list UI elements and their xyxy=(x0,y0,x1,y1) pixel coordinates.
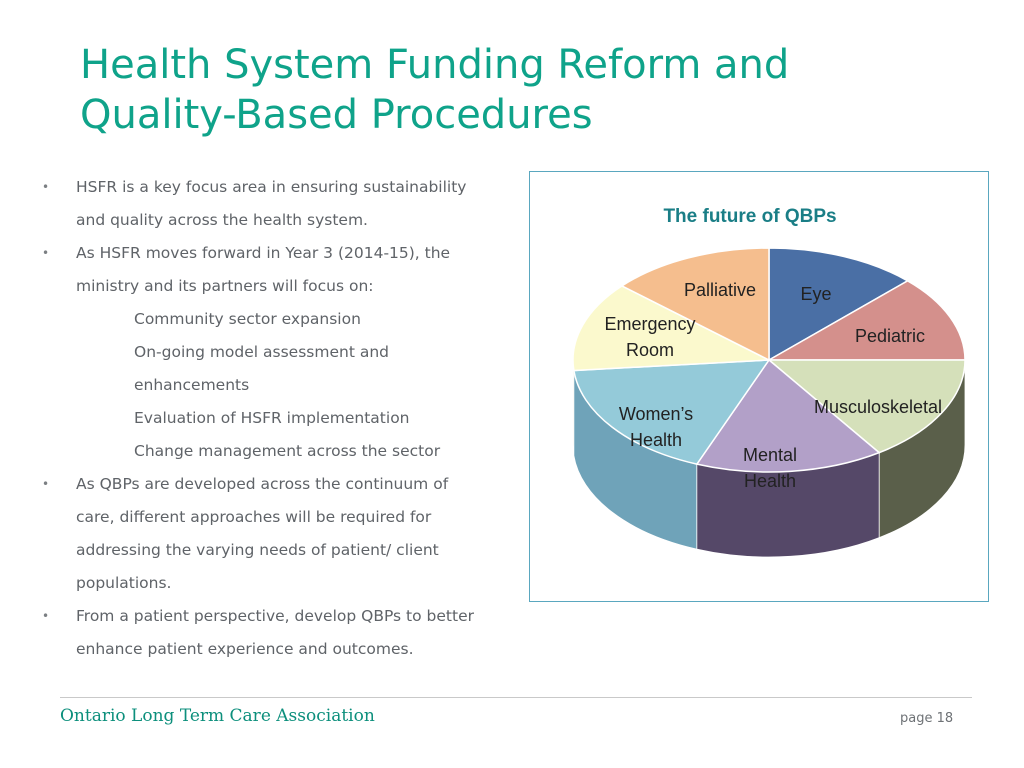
bullet-line xyxy=(40,238,520,271)
bullet-marker: • xyxy=(42,477,50,491)
pie-slice-label-line: Room xyxy=(625,340,675,360)
bullet-line xyxy=(40,601,520,634)
pie-slice-label-line: Women’s xyxy=(618,404,694,424)
footer-divider xyxy=(60,697,972,698)
sub-bullet-line xyxy=(40,304,520,337)
pie-slice-label-line: Emergency xyxy=(604,314,696,334)
pie-slice-label-line: Health xyxy=(743,471,797,491)
bullet-text: Community sector expansion xyxy=(134,310,361,328)
bullet-text: From a patient perspective, develop QBPs to better xyxy=(76,607,474,625)
pie-slice-label xyxy=(800,284,831,304)
bullet-marker: • xyxy=(42,246,50,260)
pie-slice-label-line: Eye xyxy=(800,284,832,304)
bullet-line xyxy=(40,502,520,535)
slide-title xyxy=(80,40,960,140)
sub-bullet-line xyxy=(40,337,520,370)
bullet-text: As QBPs are developed across the continuum of xyxy=(76,475,449,493)
slide-title-line-1: Health System Funding Reform and xyxy=(80,42,790,88)
bullet-text: On-going model assessment and xyxy=(134,343,389,361)
pie-slice-label-line: Mental xyxy=(742,445,798,465)
bullet-text: Evaluation of HSFR implementation xyxy=(134,409,410,427)
sub-bullet-line xyxy=(40,403,520,436)
bullet-line xyxy=(40,568,520,601)
bullet-text: Change management across the sector xyxy=(134,442,441,460)
bullet-text: care, different approaches will be required for xyxy=(76,508,432,526)
organization-name: Ontario Long Term Care Association xyxy=(60,706,375,726)
bullet-line xyxy=(40,205,520,238)
qbp-pie-chart xyxy=(529,171,989,602)
pie-chart-svg xyxy=(530,172,988,601)
pie-slice-label-line: Pediatric xyxy=(854,326,926,346)
sub-bullet-line xyxy=(40,436,520,469)
bullet-text: populations. xyxy=(76,574,172,592)
pie-slice-label xyxy=(684,280,756,300)
bullet-text: and quality across the health system. xyxy=(76,211,368,229)
bullet-text: HSFR is a key focus area in ensuring sustainability xyxy=(76,178,467,196)
page-number: page 18 xyxy=(900,711,954,726)
bullet-marker: • xyxy=(42,609,50,623)
bullet-text: addressing the varying needs of patient/ client xyxy=(76,541,439,559)
slide-title-line-2: Quality-Based Procedures xyxy=(80,92,593,138)
bullet-line xyxy=(40,172,520,205)
bullet-text: enhance patient experience and outcomes. xyxy=(76,640,414,658)
bullet-line xyxy=(40,271,520,304)
bullet-line xyxy=(40,469,520,502)
bullet-list xyxy=(40,172,520,667)
pie-slice-label xyxy=(855,326,925,346)
bullet-marker: • xyxy=(42,180,50,194)
bullet-line xyxy=(40,634,520,667)
bullet-line xyxy=(40,535,520,568)
sub-bullet-line xyxy=(40,370,520,403)
pie-slice-label-line: Health xyxy=(629,430,683,450)
pie-slice-label-line: Musculoskeletal xyxy=(813,397,943,417)
bullet-text: enhancements xyxy=(134,376,250,394)
pie-slice-label xyxy=(814,397,942,417)
bullet-text: ministry and its partners will focus on: xyxy=(76,277,374,295)
pie-slice-label-line: Palliative xyxy=(683,280,757,300)
bullet-text: As HSFR moves forward in Year 3 (2014-15), the xyxy=(76,244,451,262)
chart-title: The future of QBPs xyxy=(663,206,837,227)
